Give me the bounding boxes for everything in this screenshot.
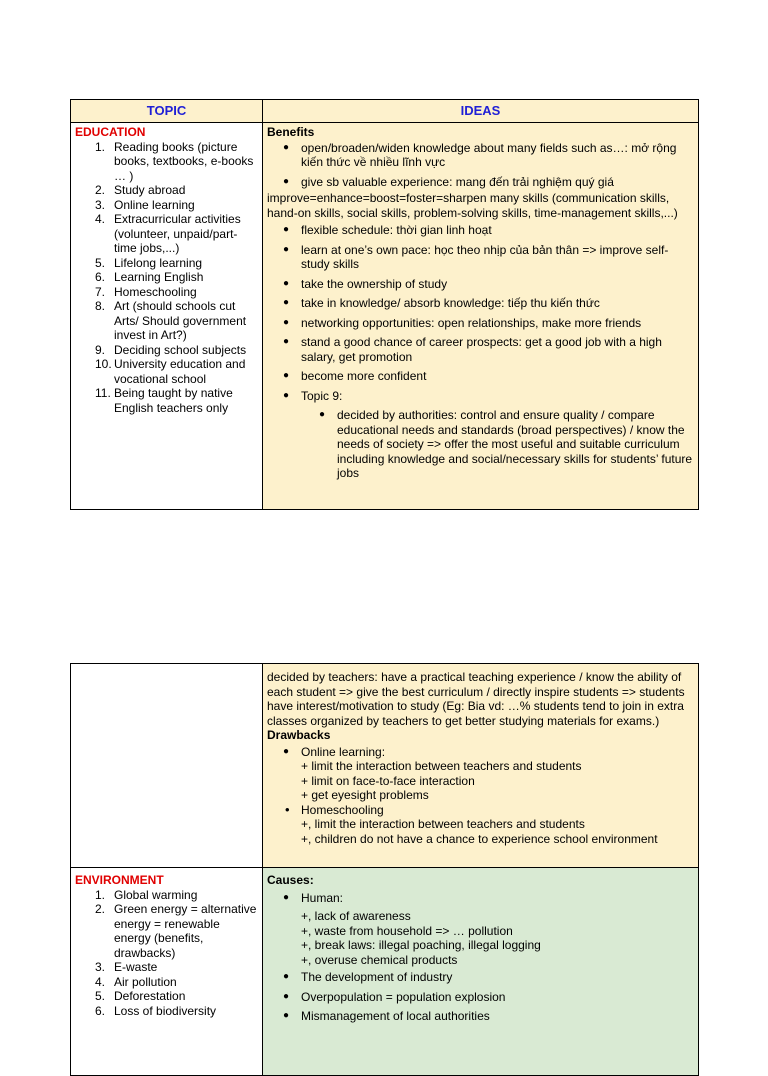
benefits-more-list [267, 223, 694, 403]
causes-human [267, 891, 694, 906]
list-item: ● networking opportunities: open relationships, make more friends [267, 316, 694, 331]
list-item: 7. Homeschooling [95, 284, 197, 299]
education-topic-list [75, 140, 258, 416]
ideas-header: IDEAS [263, 100, 699, 123]
environment-topic-list [75, 888, 258, 1019]
list-item: ● flexible schedule: thời gian linh hoạt [267, 223, 694, 238]
causes-more-list [267, 970, 694, 1024]
drawbacks-title: Drawbacks [267, 728, 331, 742]
list-item: 2. Green energy = alternative energy = renewable energy (benefits, drawbacks) [95, 902, 257, 960]
list-item: 5. Deforestation [95, 989, 186, 1003]
list-item: 1. Reading books (picture books, textbooks, e-books … ) [95, 139, 254, 183]
drawbacks-list [267, 745, 694, 760]
list-item: 8. Art (should schools cut Arts/ Should government invest in Art?) [95, 299, 247, 342]
environment-table [70, 663, 699, 1076]
list-item: ● open/broaden/widen knowledge about many fields such as…: mở rộng kiến thức về nhiều lĩnh vực [267, 141, 694, 170]
list-item: ● The development of industry [267, 970, 694, 985]
online-point: + get eyesight problems [301, 788, 429, 802]
benefits-title: Benefits [267, 125, 315, 139]
education-title: EDUCATION [75, 125, 146, 139]
human-point: +, waste from household => … pollution [301, 923, 513, 938]
list-item: ● Online learning: [267, 745, 694, 760]
environment-topic-cell [71, 868, 263, 1076]
list-item: 10. University education and vocational school [95, 357, 246, 386]
list-item: ● become more confident [267, 369, 694, 384]
drawbacks-list-2 [267, 803, 694, 818]
list-item: 11. Being taught by native English teachers only [95, 386, 233, 415]
causes-title: Causes: [267, 873, 314, 887]
topic-header: TOPIC [71, 100, 263, 123]
list-item: 6. Loss of biodiversity [95, 1003, 217, 1018]
benefits-list [267, 141, 694, 190]
environment-title: ENVIRONMENT [75, 873, 164, 887]
list-item: ● Overpopulation = population explosion [267, 990, 694, 1005]
blank-topic-cell [71, 664, 263, 868]
education-table [70, 99, 699, 510]
list-item: ● stand a good chance of career prospects: get a good job with a high salary, get promotion [267, 335, 694, 364]
list-item: ● give sb valuable experience: mang đến trải nghiệm quý giá [267, 175, 694, 190]
list-item: 3. E-waste [95, 960, 158, 974]
list-item: 6. Learning English [95, 270, 204, 284]
education-ideas-cell [263, 123, 699, 510]
topic9-sublist [267, 408, 694, 481]
causes-ideas-cell [263, 868, 699, 1076]
teachers-paragraph: decided by teachers: have a practical teaching experience / know the ability of each student => give the best curriculum / directly inspire students => students have interest/motivation to study (Eg: Bia vd: …% students tend to join in extra classes organized by teachers to get better studying materials for exams.) [267, 670, 685, 728]
list-item: 9. Deciding school subjects [95, 342, 247, 357]
list-item: ● Topic 9: [267, 389, 694, 404]
list-item: ● Mismanagement of local authorities [267, 1009, 694, 1024]
list-item: 2. Study abroad [95, 183, 186, 197]
human-point: +, break laws: illegal poaching, illegal logging [301, 938, 541, 952]
list-item: • Homeschooling [267, 803, 694, 818]
list-item: 1. Global warming [95, 887, 198, 902]
education-topic-cell [71, 123, 263, 510]
improve-line: improve=enhance=boost=foster=sharpen many skills (communication skills, hand-on skills, social skills, problem-solving skills, time-management skills,...) [267, 191, 678, 220]
human-point: +, overuse chemical products [301, 952, 458, 967]
drawbacks-ideas-cell [263, 664, 699, 868]
list-item: ● take the ownership of study [267, 277, 694, 292]
list-item: ● learn at one’s own pace: học theo nhịp của bản thân => improve self-study skills [267, 243, 694, 272]
list-item: 5. Lifelong learning [95, 255, 203, 270]
online-point: + limit the interaction between teachers and students [301, 759, 582, 773]
list-item: 4. Air pollution [95, 974, 177, 989]
list-item: 3. Online learning [95, 197, 195, 212]
online-point: + limit on face-to-face interaction [301, 773, 475, 788]
list-item: ● decided by authorities: control and ensure quality / compare educational needs and standards (broad perspectives) / know the needs of society => offer the most useful and suitable curriculum including knowledge and social/necessary skills for students’ future jobs [267, 408, 694, 481]
list-item: ● take in knowledge/ absorb knowledge: tiếp thu kiến thức [267, 296, 694, 311]
list-item: 4. Extracurricular activities (volunteer, unpaid/part-time jobs,...) [95, 212, 241, 255]
home-point: +, limit the interaction between teachers and students [301, 817, 585, 831]
list-item: ● Human: [267, 891, 694, 906]
human-point: +, lack of awareness [301, 909, 411, 923]
home-point: +, children do not have a chance to experience school environment [301, 831, 658, 846]
